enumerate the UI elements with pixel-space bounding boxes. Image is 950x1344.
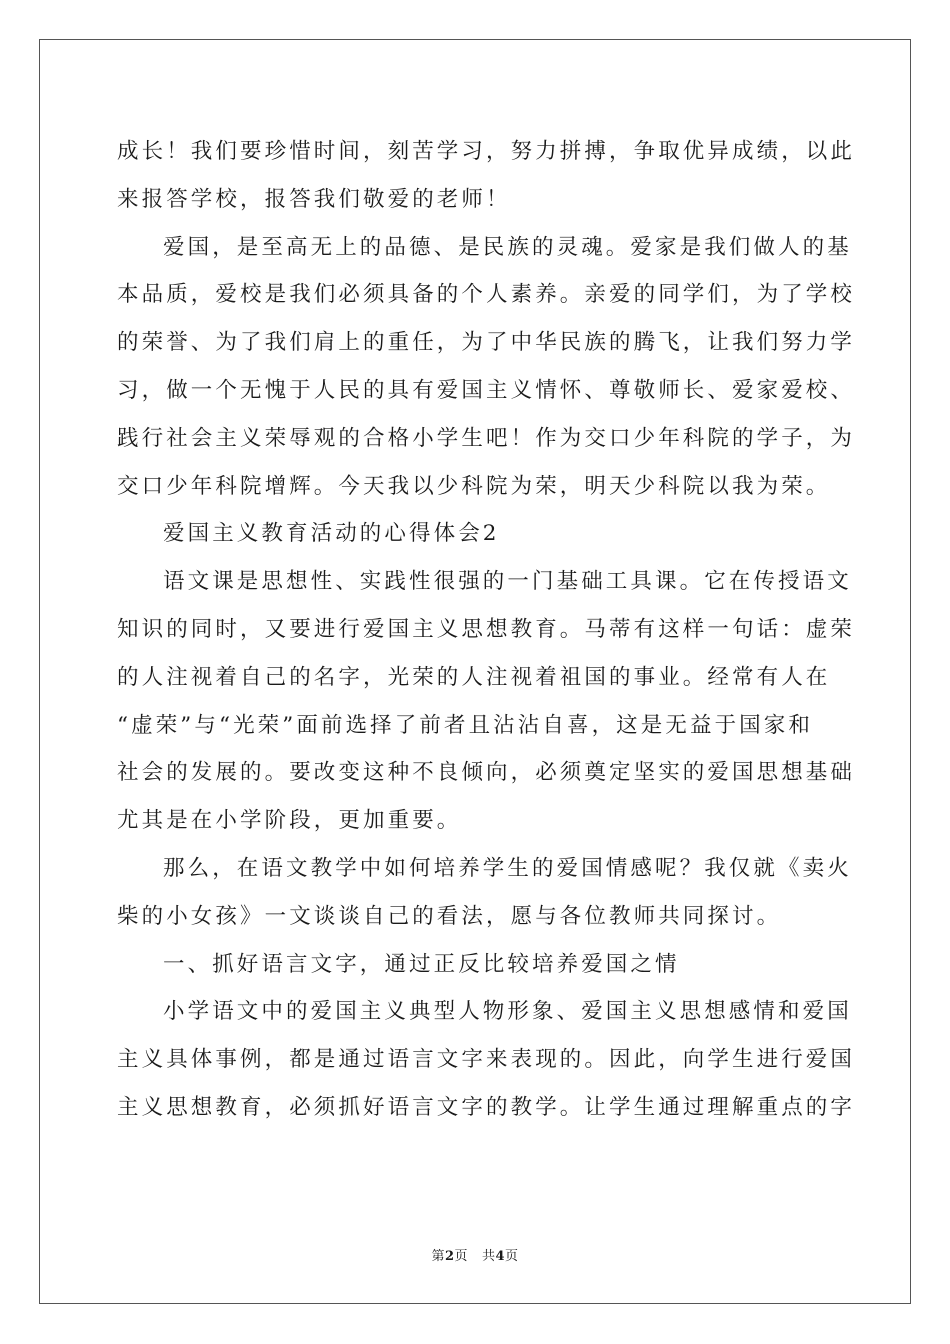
text-line-16: 那么，在语文教学中如何培养学生的爱国情感呢？我仅就《卖火 [163, 855, 852, 881]
text-line-4: 本品质，爱校是我们必须具备的个人素养。亲爱的同学们，为了学校 [117, 282, 856, 308]
text-line-19: 小学语文中的爱国主义典型人物形象、爱国主义思想感情和爱国 [163, 999, 852, 1025]
total-suffix: 页 [505, 1249, 519, 1264]
subsection-heading: 一、抓好语言文字，通过正反比较培养爱国之情 [163, 951, 680, 977]
current-page-number: 2 [444, 1249, 455, 1264]
text-line-3: 爱国，是至高无上的品德、是民族的灵魂。爱家是我们做人的基 [163, 234, 852, 260]
page-footer [0, 1245, 950, 1264]
text-line-2: 来报答学校，报答我们敬爱的老师！ [117, 186, 511, 212]
text-line-13: “虚荣”与“光荣”面前选择了前者且沾沾自喜，这是无益于国家和 [117, 712, 813, 738]
document-body [117, 128, 856, 1132]
text-line-11: 知识的同时，又要进行爱国主义思想教育。马蒂有这样一句话：虚荣 [117, 616, 856, 642]
text-line-21: 主义思想教育，必须抓好语言文字的教学。让学生通过理解重点的字 [117, 1094, 856, 1120]
text-line-15: 尤其是在小学阶段，更加重要。 [117, 808, 462, 834]
text-line-14: 社会的发展的。要改变这种不良倾向，必须奠定坚实的爱国思想基础 [117, 760, 856, 786]
text-line-12: 的人注视着自己的名字，光荣的人注视着祖国的事业。经常有人在 [117, 664, 831, 690]
text-line-7: 践行社会主义荣辱观的合格小学生吧！作为交口少年科院的学子，为 [117, 425, 856, 451]
page-suffix: 页 [454, 1249, 469, 1264]
text-line-5: 的荣誉、为了我们肩上的重任，为了中华民族的腾飞，让我们努力学 [117, 330, 856, 356]
text-line-10: 语文课是思想性、实践性很强的一门基础工具课。它在传授语文 [163, 569, 852, 595]
text-line-1: 成长！我们要珍惜时间，刻苦学习，努力拼搏，争取优异成绩，以此 [117, 139, 856, 164]
page-prefix: 第 [431, 1249, 445, 1264]
text-line-6: 习，做一个无愧于人民的具有爱国主义情怀、尊敬师长、爱家爱校、 [117, 377, 856, 403]
total-page-count: 4 [495, 1249, 506, 1264]
text-line-8: 交口少年科院增辉。今天我以少科院为荣，明天少科院以我为荣。 [117, 473, 831, 499]
text-line-20: 主义具体事例，都是通过语言文字来表现的。因此，向学生进行爱国 [117, 1047, 856, 1073]
text-line-17: 柴的小女孩》一文谈谈自己的看法，愿与各位教师共同探讨。 [117, 903, 782, 929]
section-heading: 爱国主义教育活动的心得体会2 [163, 521, 500, 547]
total-prefix: 共 [481, 1249, 496, 1264]
